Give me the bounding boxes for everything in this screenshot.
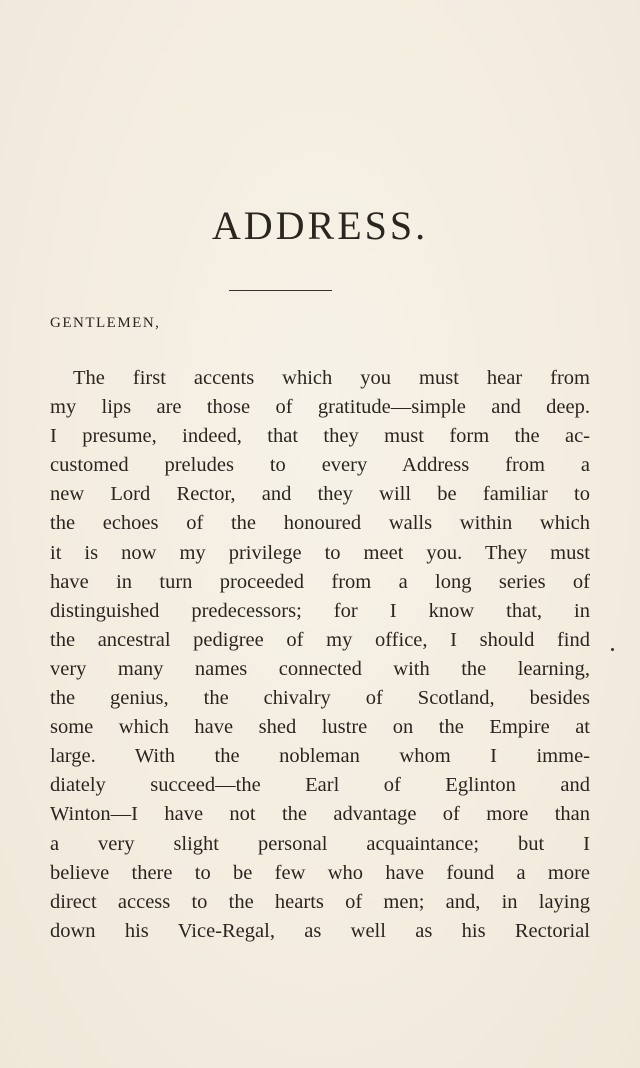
text-line: very many names connected with the learning, — [50, 657, 590, 680]
text-line: I presume, indeed, that they must form the ac- — [50, 425, 590, 448]
text-line: have in turn proceeded from a long series of — [50, 570, 590, 593]
salutation: GENTLEMEN, — [50, 315, 161, 331]
text-line: some which have shed lustre on the Empire at — [50, 716, 590, 739]
text-line: it is now my privilege to meet you. They must — [50, 541, 590, 564]
text-line: believe there to be few who have found a more — [50, 861, 590, 884]
text-line: new Lord Rector, and they will be familiar to — [50, 483, 590, 506]
page-title: ADDRESS. — [211, 203, 429, 248]
text-line: a very slight personal acquaintance; but I — [50, 832, 590, 855]
text-line: customed preludes to every Address from a — [50, 454, 590, 477]
text-line: large. With the nobleman whom I imme- — [50, 745, 590, 768]
text-line: direct access to the hearts of men; and, in laying — [50, 890, 590, 913]
body-paragraph — [50, 364, 590, 946]
text-line: my lips are those of gratitude—simple and deep. — [50, 396, 590, 419]
text-line: down his Vice-Regal, as well as his Rectorial — [50, 919, 590, 942]
text-line: diately succeed—the Earl of Eglinton and — [50, 774, 590, 797]
ink-speck — [611, 648, 614, 651]
text-line: Winton—I have not the advantage of more than — [50, 803, 590, 826]
text-line: the ancestral pedigree of my office, I should find — [50, 628, 590, 651]
text-line: The first accents which you must hear from — [73, 367, 590, 389]
text-line: the echoes of the honoured walls within which — [50, 512, 590, 535]
text-line: distinguished predecessors; for I know that, in — [50, 599, 590, 622]
text-line: the genius, the chivalry of Scotland, besides — [50, 687, 590, 710]
title-rule — [229, 290, 332, 291]
